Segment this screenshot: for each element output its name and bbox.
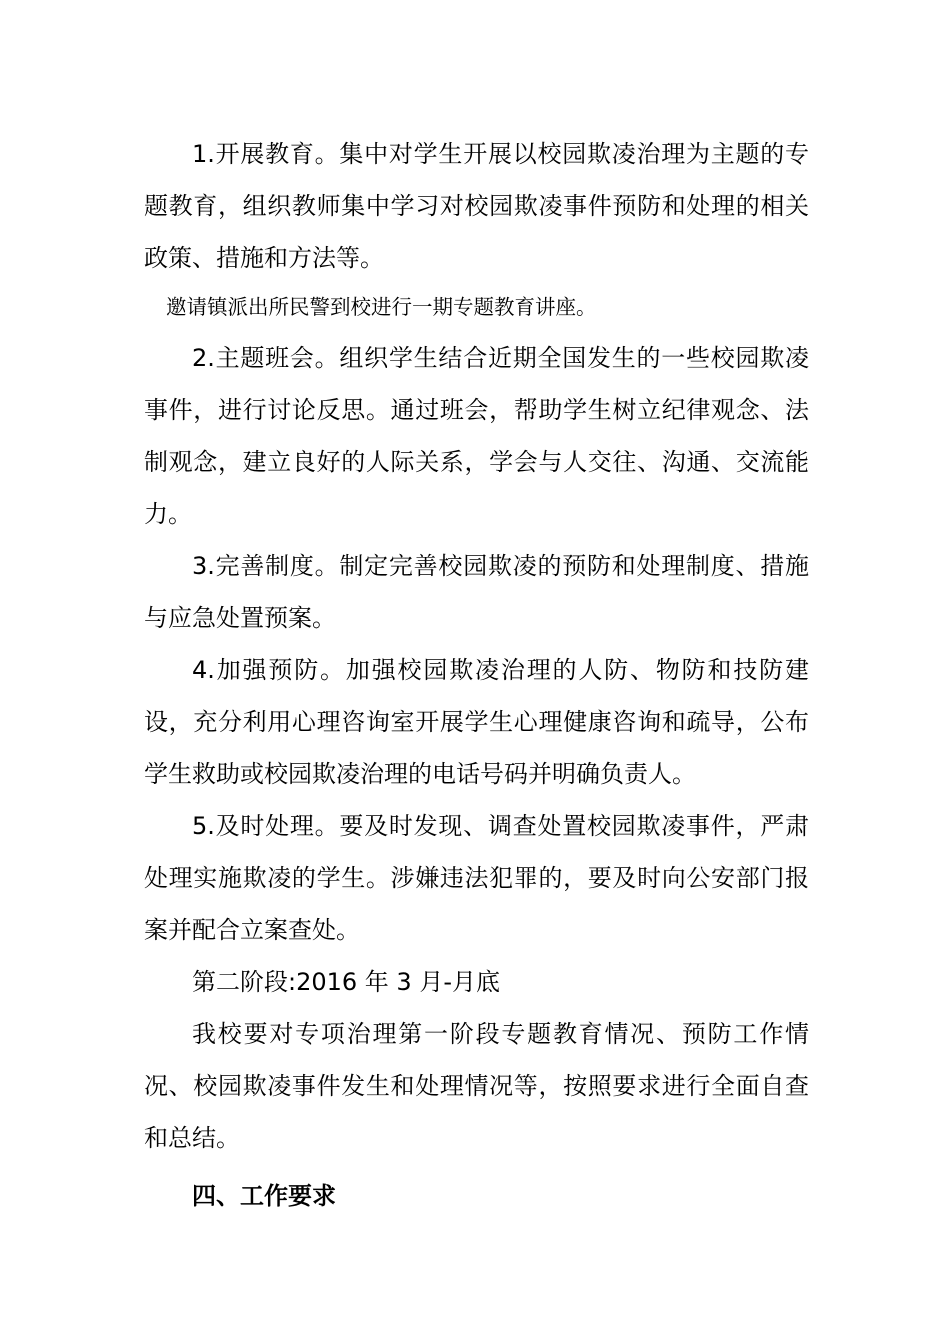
document-body: [144, 128, 809, 1222]
paragraph-timely-handling: 5.及时处理。要及时发现、调查处置校园欺凌事件，严肃处理实施欺凌的学生。涉嫌违法犯罪的，要及时向公安部门报案并配合立案查处。: [144, 812, 809, 944]
paragraph-class-meeting: 2.主题班会。组织学生结合近期全国发生的一些校园欺凌事件，进行讨论反思。通过班会，帮助学生树立纪律观念、法制观念，建立良好的人际关系，学会与人交往、沟通、交流能力。: [144, 344, 809, 528]
paragraph-self-check: 我校要对专项治理第一阶段专题教育情况、预防工作情况、校园欺凌事件发生和处理情况等，按照要求进行全面自查和总结。: [144, 1020, 809, 1152]
paragraph-police-lecture: 邀请镇派出所民警到校进行一期专题教育讲座。: [166, 295, 597, 319]
paragraph-prevention: 4.加强预防。加强校园欺凌治理的人防、物防和技防建设，充分利用心理咨询室开展学生心理健康咨询和疏导，公布学生救助或校园欺凌治理的电话号码并明确负责人。: [144, 656, 809, 788]
section-heading: 四、工作要求: [192, 1182, 336, 1210]
paragraph-stage-two: 第二阶段:2016 年 3 月-月底: [192, 968, 500, 996]
paragraph-education: 1.开展教育。集中对学生开展以校园欺凌治理为主题的专题教育，组织教师集中学习对校园欺凌事件预防和处理的相关政策、措施和方法等。: [144, 140, 809, 272]
paragraph-improve-system: 3.完善制度。制定完善校园欺凌的预防和处理制度、措施与应急处置预案。: [144, 552, 809, 632]
